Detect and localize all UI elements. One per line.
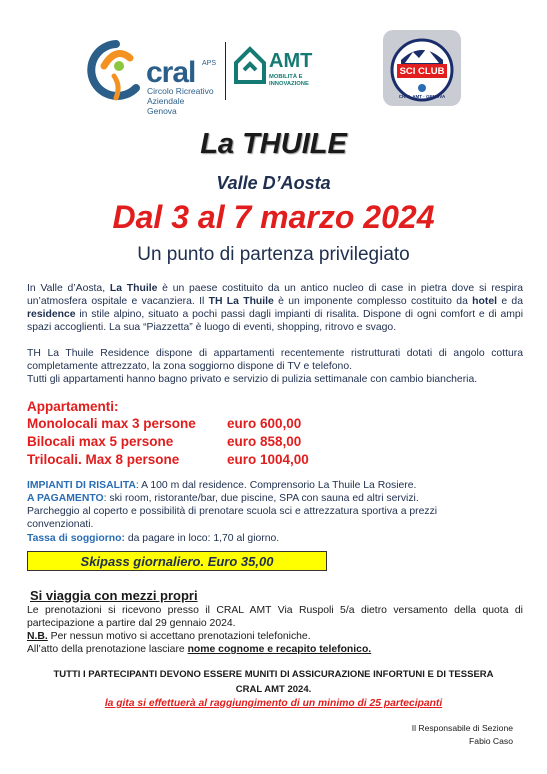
trip-dates: Dal 3 al 7 marzo 2024 <box>112 199 435 235</box>
booking-contact <box>27 643 523 656</box>
nb-label: N.B. <box>27 631 48 642</box>
nb-text: Per nessun motivo si accettano prenotazioni telefoniche. <box>47 631 311 642</box>
apartment-price: euro 1004,00 <box>227 452 309 467</box>
sci-club-ring-text: CRAL AMT · GENOVA <box>398 94 446 99</box>
logo-divider <box>225 42 226 100</box>
intro-text: e da <box>497 296 523 307</box>
paid-services-text: : ski room, ristorante/bar, due piscine, SPA con sauna ed altri servizi. <box>103 493 419 504</box>
travel-heading: Si viaggia con mezzi propri <box>30 588 198 603</box>
intro-bold-hotel: hotel <box>472 296 497 307</box>
tourist-tax-label: Tassa di soggiorno: <box>27 533 125 544</box>
amt-wordmark: AMT <box>269 50 313 72</box>
cral-subtitle-line1: Circolo Ricreativo <box>147 86 214 96</box>
page-title: La THUILE <box>200 128 347 160</box>
amt-subtitle-line1: MOBILITÀ E <box>269 74 303 80</box>
region-subtitle: Valle D’Aosta <box>216 173 331 193</box>
intro-bold-th: TH La Thuile <box>208 296 274 307</box>
sci-club-label: SCI CLUB <box>399 66 445 77</box>
cral-swoosh-icon <box>86 36 146 106</box>
parking-info: Parcheggio al coperto e possibilità di prenotare scuola sci e attrezzatura sportiva a prezzi convenzionati. <box>27 506 438 530</box>
paid-services-info <box>27 492 523 505</box>
cral-subtitle <box>147 86 216 116</box>
cral-subtitle-line2: Aziendale Genova <box>147 96 185 116</box>
booking-note <box>27 630 523 643</box>
sci-club-badge <box>383 30 461 106</box>
paid-services-label: A PAGAMENTO <box>27 493 104 504</box>
apartments-heading: Appartamenti: <box>27 399 119 414</box>
amt-logo <box>233 46 333 96</box>
cral-wordmark: cral <box>146 56 196 89</box>
signature-role: Il Responsabile di Sezione <box>411 723 513 733</box>
amt-subtitle-line2: INNOVAZIONE <box>269 81 309 87</box>
signature-name: Fabio Caso <box>469 736 513 746</box>
insurance-line1: TUTTI I PARTECIPANTI DEVONO ESSERE MUNITI DI ASSICURAZIONE INFORTUNI E DI TESSERA <box>53 669 494 680</box>
lifts-label: IMPIANTI DI RISALITA <box>27 480 136 491</box>
intro-text: è un imponente complesso costituito da <box>273 296 473 307</box>
intro-text: In Valle d’Aosta, <box>27 283 110 294</box>
intro-text: in stile alpino, situato a pochi passi dagli impianti di risalita. Dispone di ogni comfort e di ampi spazi accoglienti. La sua “Piazzetta” è luogo di eventi, shopping, ritrovo e svago. <box>27 309 523 333</box>
apartment-label: Trilocali. Max 8 persone <box>27 452 180 467</box>
contact-bold: nome cognome e recapito telefonico. <box>187 644 372 655</box>
insurance-line2: CRAL AMT 2024. <box>235 684 312 695</box>
apartment-label: Bilocali max 5 persone <box>27 434 174 449</box>
skipass-highlight: Skipass giornaliero. Euro 35,00 <box>27 551 327 571</box>
intro-paragraph <box>27 282 523 334</box>
bathroom-paragraph: Tutti gli appartamenti hanno bagno privato e servizio di pulizia settimanale con cambio biancheria. <box>27 374 478 385</box>
apartment-label: Monolocali max 3 persone <box>27 416 196 431</box>
intro-text: è un paese costituito da un antico nucleo di case in pietra dove si respira un’atmosfera ospitale e vacanziera. Il <box>27 283 523 307</box>
apartment-price: euro 858,00 <box>227 434 302 449</box>
apartment-price: euro 600,00 <box>227 416 302 431</box>
tagline: Un punto di partenza privilegiato <box>137 244 410 265</box>
tourist-tax-text: da pagare in loco: 1,70 al giorno. <box>124 533 280 544</box>
intro-bold-residence: residence <box>27 309 76 320</box>
lifts-info <box>27 479 523 492</box>
lifts-text: : A 100 m dal residence. Comprensorio La Thuile La Rosiere. <box>135 480 417 491</box>
amt-mark-icon <box>233 46 267 86</box>
cral-aps-label: APS <box>202 60 217 67</box>
residence-paragraph: TH La Thuile Residence dispone di appartamenti recentemente ristrutturati dotati di angolo cottura completamente attrezzato, la zona soggiorno dispone di TV e telefono. <box>27 348 523 372</box>
tourist-tax-info <box>27 532 523 545</box>
contact-text: All’atto della prenotazione lasciare <box>27 644 188 655</box>
cral-logo <box>86 36 217 116</box>
booking-text: Le prenotazioni si ricevono presso il CRAL AMT Via Ruspoli 5/a dietro versamento della quota di partecipazione a partire dal 29 gennaio 2024. <box>27 605 523 629</box>
minimum-participants-note: la gita si effettuerà al raggiungimento di un minimo di 25 partecipanti <box>104 698 443 709</box>
amt-subtitle <box>269 74 309 88</box>
intro-bold-la-thuile: La Thuile <box>109 283 158 294</box>
